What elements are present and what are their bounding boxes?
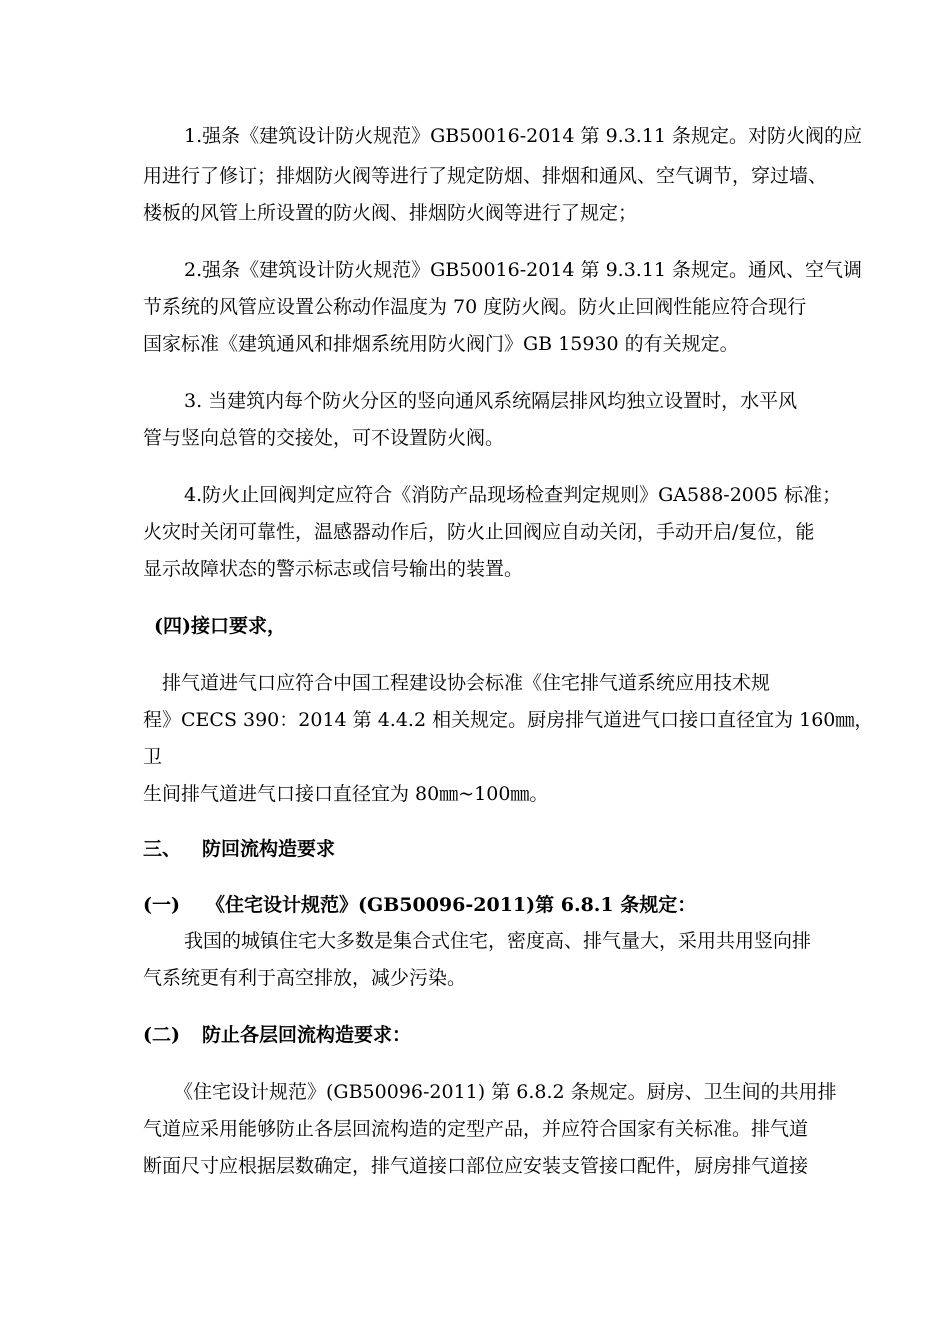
paragraph-line: 显示故障状态的警示标志或信号输出的装置。 [143,558,524,580]
subsection-heading: (二) 防止各层回流构造要求： [143,1024,412,1046]
paragraph-line: 楼板的风管上所设置的防火阀、排烟防火阀等进行了规定； [143,202,638,224]
paragraph-line: 节系统的风管应设置公称动作温度为 70 度防火阀。防火止回阀性能应符合现行 [143,296,807,318]
paragraph-line: 4.防火止回阀判定应符合《消防产品现场检查判定规则》GA588-2005 标准； [184,484,842,506]
section-heading: (四)接口要求， [154,615,286,637]
paragraph-line: 断面尺寸应根据层数确定，排气道接口部位应安装支管接口配件，厨房排气道接 [143,1155,809,1177]
subsection-heading: (一) 《住宅设计规范》(GB50096-2011)第 6.8.1 条规定： [143,894,697,916]
paragraph-line: 气系统更有利于高空排放，减少污染。 [143,967,467,989]
paragraph-line: 气道应采用能够防止各层回流构造的定型产品，并应符合国家有关标准。排气道 [143,1118,809,1140]
paragraph-line: 管与竖向总管的交接处，可不设置防火阀。 [143,427,505,449]
paragraph-line: 国家标准《建筑通风和排烟系统用防火阀门》GB 15930 的有关规定。 [143,333,739,355]
paragraph-line: 生间排气道进气口接口直径宜为 80㎜~100㎜。 [143,783,549,805]
paragraph-line: 3. 当建筑内每个防火分区的竖向通风系统隔层排风均独立设置时，水平风 [184,390,798,412]
paragraph-line: 火灾时关闭可靠性，温感器动作后，防火止回阀应自动关闭，手动开启/复位，能 [143,521,815,543]
paragraph-line: 2.强条《建筑设计防火规范》GB50016-2014 第 9.3.11 条规定。通风、空气调 [184,259,863,281]
section-heading: 三、 防回流构造要求 [143,838,336,860]
paragraph-line: 排气道进气口应符合中国工程建设协会标准《住宅排气道系统应用技术规 [162,672,771,694]
paragraph-line: 《住宅设计规范》(GB50096-2011) 第 6.8.2 条规定。厨房、卫生间的共用排 [174,1081,837,1103]
paragraph-line: 我国的城镇住宅大多数是集合式住宅，密度高、排气量大，采用共用竖向排 [184,930,812,952]
paragraph-line: 1.强条《建筑设计防火规范》GB50016-2014 第 9.3.11 条规定。对防火阀的应 [184,125,863,147]
paragraph-line: 程》CECS 390：2014 第 4.4.2 相关规定。厨房排气道进气口接口直径宜为 160㎜， [143,709,874,731]
paragraph-line: 用进行了修订；排烟防火阀等进行了规定防烟、排烟和通风、空气调节，穿过墙、 [143,165,828,187]
paragraph-line: 卫 [143,746,163,768]
